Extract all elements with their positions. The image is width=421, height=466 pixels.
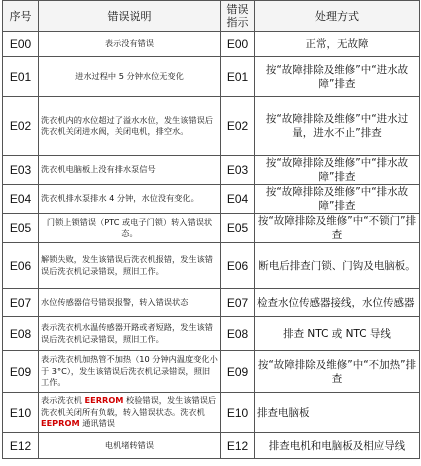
header-code bbox=[221, 1, 255, 32]
row-seq: E10 bbox=[3, 393, 39, 433]
row-action: 正常，无故障 bbox=[255, 32, 420, 57]
row-code: E00 bbox=[221, 32, 255, 57]
header-action: 处理方式 bbox=[255, 1, 420, 32]
row-seq: E12 bbox=[3, 433, 39, 459]
row-action: 按“故障排除及维修”中“进水故障”排查 bbox=[255, 57, 420, 97]
row-code: E01 bbox=[221, 57, 255, 97]
row-desc bbox=[39, 393, 221, 433]
row-desc: 水位传感器信号错误报警，转入错误状态 bbox=[39, 289, 221, 317]
table-row bbox=[3, 57, 420, 97]
row-desc-part: 校验错误，发生该错误后洗衣机关闭所有负载，转入错误状态。洗衣机 bbox=[41, 395, 217, 417]
error-code-table bbox=[2, 0, 420, 459]
table-row bbox=[3, 433, 420, 459]
table-row bbox=[3, 243, 420, 289]
table-row bbox=[3, 317, 420, 351]
row-desc: 进水过程中 5 分钟水位无变化 bbox=[39, 57, 221, 97]
row-code: E04 bbox=[221, 185, 255, 214]
header-code-line2: 指示 bbox=[226, 16, 249, 29]
row-desc-part: 表示洗衣机 bbox=[41, 395, 85, 406]
row-code: E07 bbox=[221, 289, 255, 317]
header-code-line1: 错误 bbox=[226, 3, 249, 16]
row-seq: E04 bbox=[3, 185, 39, 214]
row-code: E03 bbox=[221, 156, 255, 185]
row-code: E05 bbox=[221, 214, 255, 243]
table-row bbox=[3, 97, 420, 156]
header-row bbox=[3, 1, 420, 32]
row-desc: 洗衣机电脑板上没有排水泵信号 bbox=[39, 156, 221, 185]
row-desc: 表示洗衣机加热管不加热（10 分钟内温度变化小于 3°C），发生该错误后洗衣机记录错误，照旧工作。 bbox=[39, 351, 221, 393]
row-desc: 洗衣机排水泵排水 4 分钟，水位没有变化。 bbox=[39, 185, 221, 214]
row-seq: E03 bbox=[3, 156, 39, 185]
row-desc: 洗衣机内的水位超过了溢水水位，发生该错误后洗衣机关闭进水阀，关闭电机，排空水。 bbox=[39, 97, 221, 156]
eerrom-highlight: EERROM bbox=[84, 395, 124, 406]
row-action: 排查 NTC 或 NTC 导线 bbox=[255, 317, 420, 351]
row-code: E09 bbox=[221, 351, 255, 393]
table-row bbox=[3, 156, 420, 185]
table-row bbox=[3, 32, 420, 57]
row-action: 按“故障排除及维修”中“不锁门”排查 bbox=[255, 214, 420, 243]
row-seq: E01 bbox=[3, 57, 39, 97]
row-desc: 电机堵转错误 bbox=[39, 433, 221, 459]
table-row bbox=[3, 214, 420, 243]
row-seq: E06 bbox=[3, 243, 39, 289]
table-row bbox=[3, 351, 420, 393]
row-action: 按“故障排除及维修”中“排水故障”排查 bbox=[255, 156, 420, 185]
table-row bbox=[3, 289, 420, 317]
row-action: 断电后排查门锁、门钩及电脑板。 bbox=[255, 243, 420, 289]
row-seq: E02 bbox=[3, 97, 39, 156]
row-code: E12 bbox=[221, 433, 255, 459]
row-seq: E09 bbox=[3, 351, 39, 393]
row-desc: 表示洗衣机水温传感器开路或者短路，发生该错误后洗衣机记录错误，照旧工作。 bbox=[39, 317, 221, 351]
row-seq: E08 bbox=[3, 317, 39, 351]
row-action: 按“故障排除及维修”中“进水过量，进水不止”排查 bbox=[255, 97, 420, 156]
row-desc: 表示没有错误 bbox=[39, 32, 221, 57]
row-action: 排查电脑板 bbox=[255, 393, 420, 433]
row-desc: 解锁失败，发生该错误后洗衣机报错，发生该错误后洗衣机记录错误，照旧工作。 bbox=[39, 243, 221, 289]
row-action: 按“故障排除及维修”中“不加热”排查 bbox=[255, 351, 420, 393]
row-code: E02 bbox=[221, 97, 255, 156]
row-seq: E05 bbox=[3, 214, 39, 243]
table-row bbox=[3, 185, 420, 214]
row-seq: E00 bbox=[3, 32, 39, 57]
row-action: 检查水位传感器接线，水位传感器 bbox=[255, 289, 420, 317]
row-desc-part: 通讯错误 bbox=[79, 418, 115, 429]
row-code: E10 bbox=[221, 393, 255, 433]
row-action: 排查电机和电脑板及相应导线 bbox=[255, 433, 420, 459]
header-seq: 序号 bbox=[3, 1, 39, 32]
row-action: 按“故障排除及维修”中“排水故障”排查 bbox=[255, 185, 420, 214]
row-desc: 门锁上锁错误（PTC 或电子门锁）转入错误状态。 bbox=[39, 214, 221, 243]
table-row bbox=[3, 393, 420, 433]
eeprom-highlight: EEPROM bbox=[41, 418, 80, 429]
header-desc: 错误说明 bbox=[39, 1, 221, 32]
row-code: E08 bbox=[221, 317, 255, 351]
row-seq: E07 bbox=[3, 289, 39, 317]
row-code: E06 bbox=[221, 243, 255, 289]
